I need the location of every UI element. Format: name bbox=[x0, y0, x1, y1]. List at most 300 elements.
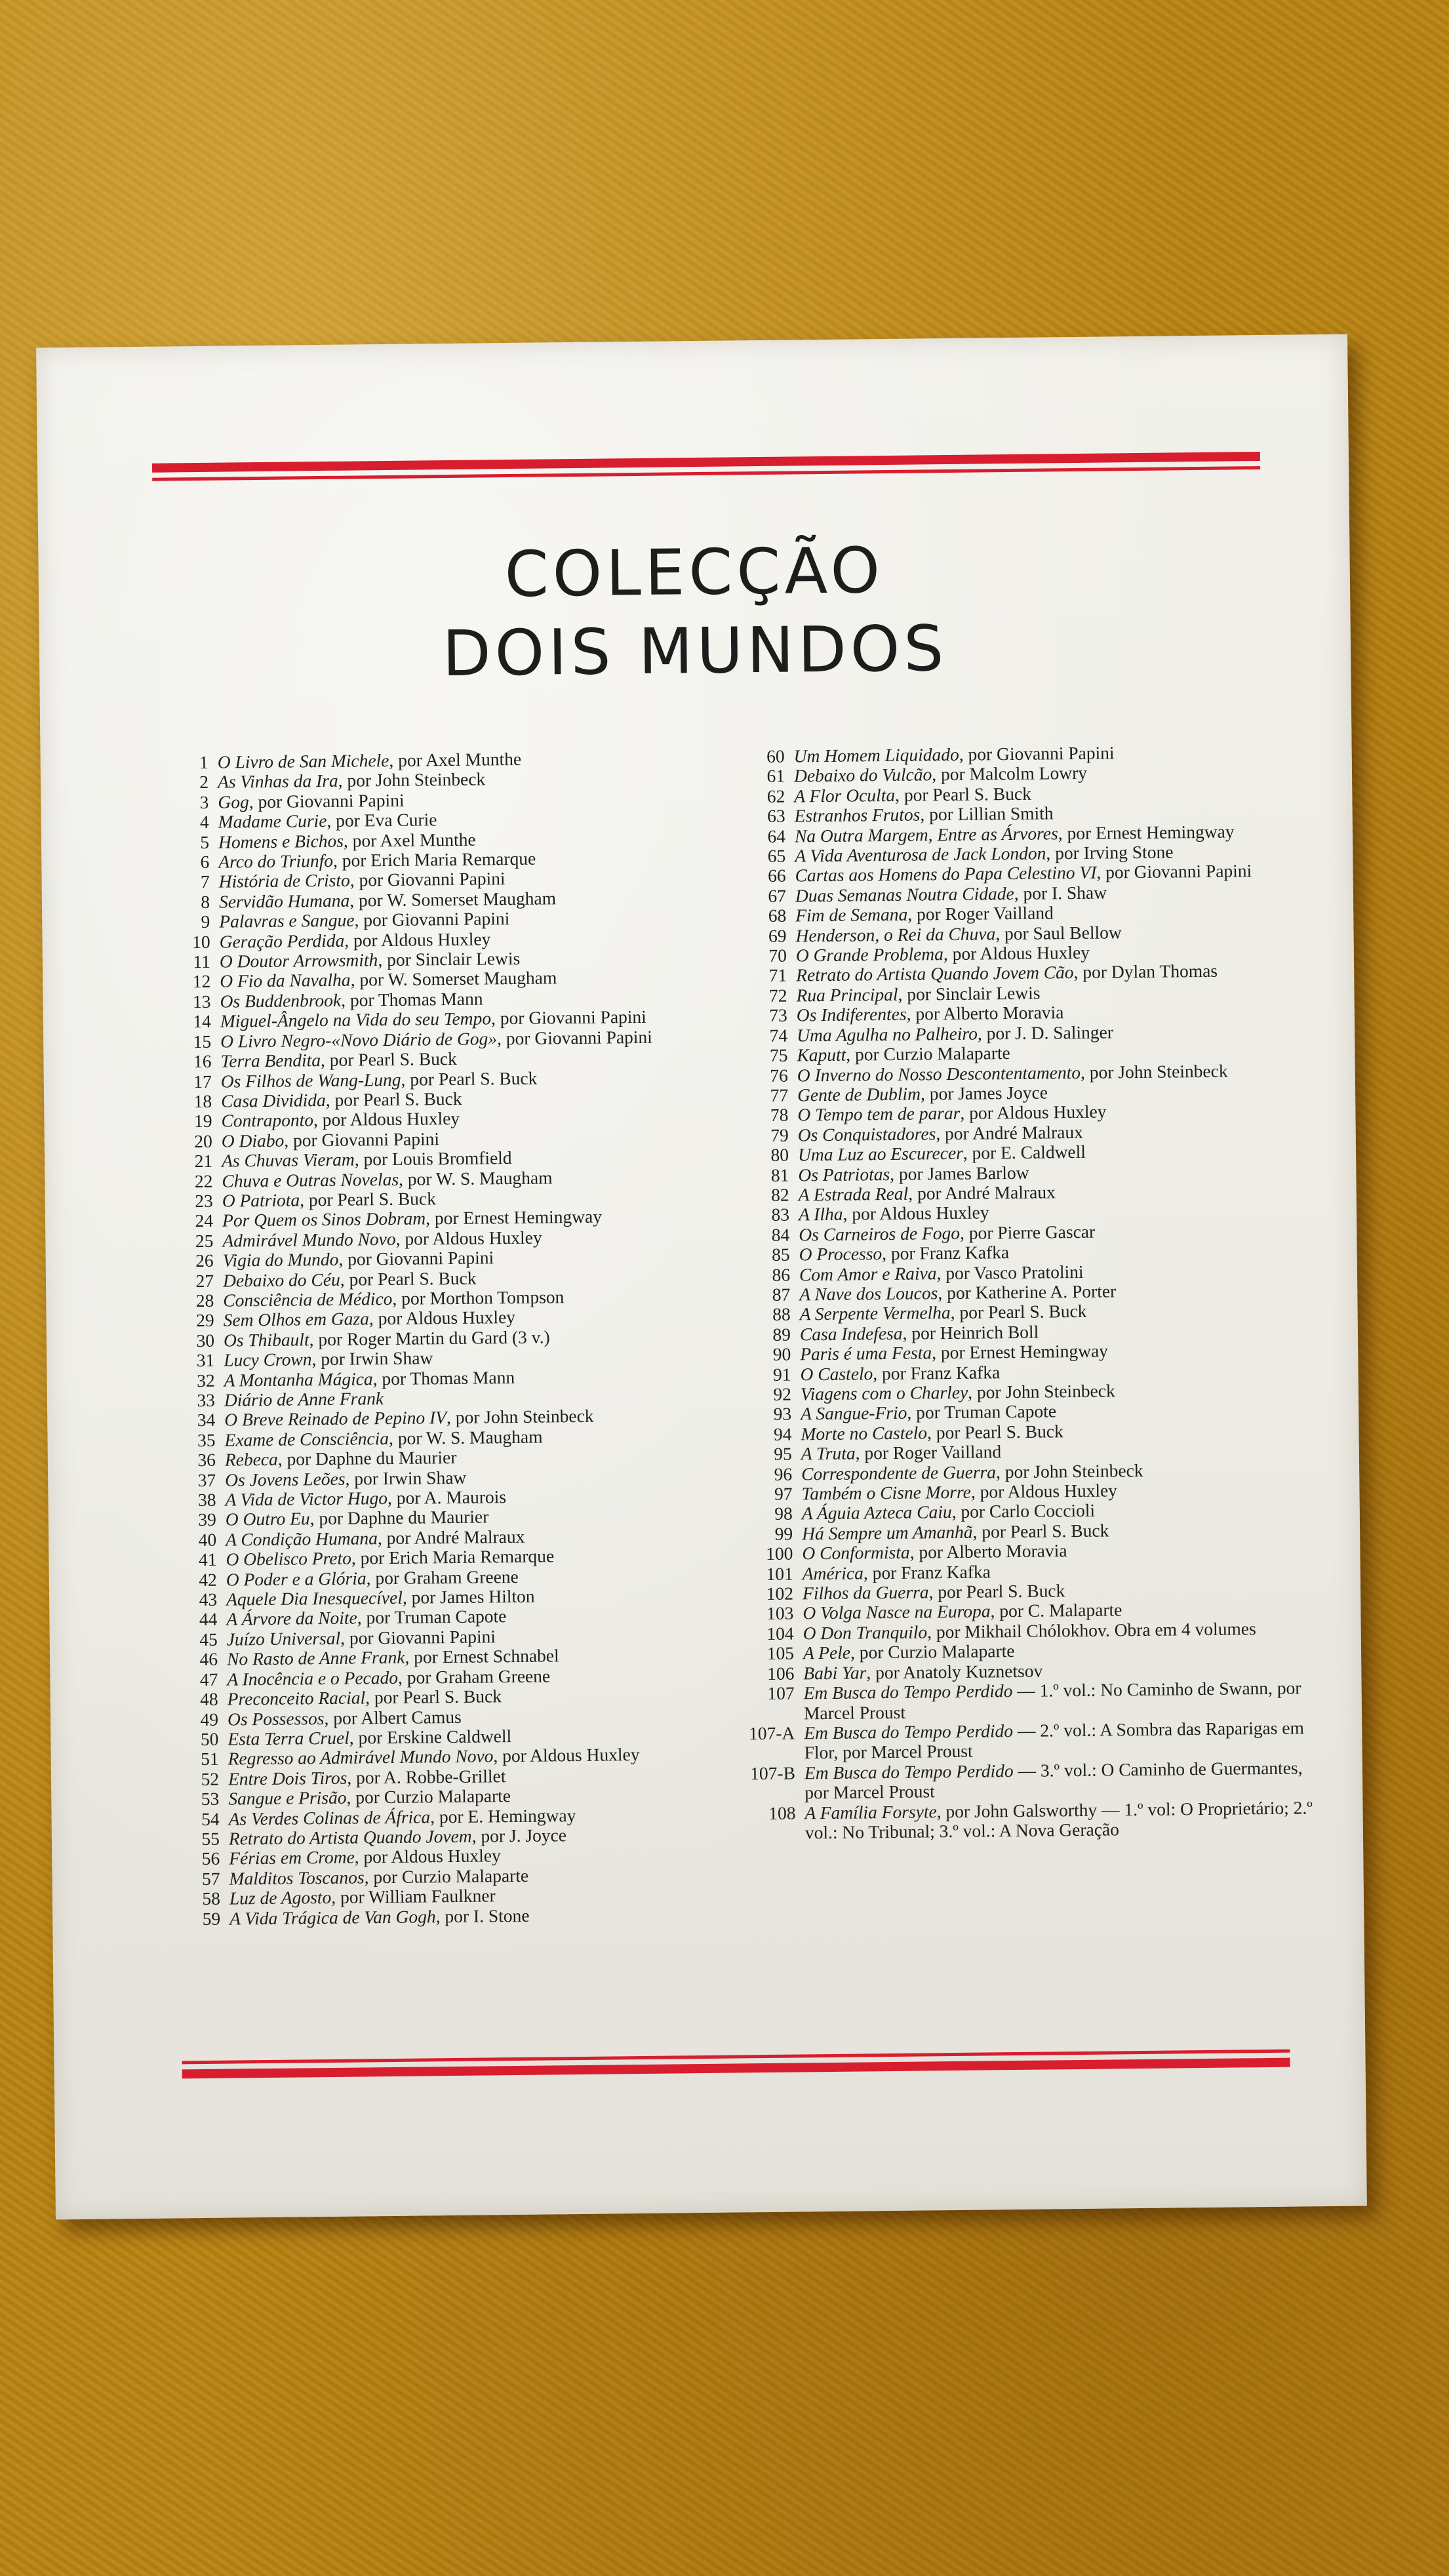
book-author: , por Pearl S. Buck bbox=[894, 783, 1032, 805]
entry-number: 11 bbox=[193, 951, 211, 972]
book-author: , por Pearl S. Buck bbox=[365, 1686, 502, 1708]
book-author: , por Aldous Huxley bbox=[395, 1227, 542, 1249]
book-title: Uma Agulha no Palheiro bbox=[796, 1023, 978, 1046]
book-title: Arco do Triunfo bbox=[218, 850, 334, 872]
entry-number: 98 bbox=[774, 1503, 793, 1524]
book-author: , por Giovanni Papini bbox=[354, 908, 510, 930]
book-author: , por Daphne du Maurier bbox=[309, 1506, 489, 1529]
book-author: , por Irwin Shaw bbox=[311, 1347, 433, 1370]
book-title: Sangue e Prisão bbox=[228, 1787, 347, 1809]
book-author: , por Franz Kafka bbox=[873, 1361, 1001, 1383]
entry-number: 4 bbox=[199, 812, 209, 833]
entry-number: 107 bbox=[767, 1682, 795, 1704]
book-title: Casa Indefesa bbox=[799, 1322, 903, 1345]
entry-number: 77 bbox=[770, 1084, 789, 1105]
entry-number: 12 bbox=[192, 971, 211, 992]
entry-number: 89 bbox=[772, 1324, 791, 1345]
entry-number: 57 bbox=[201, 1868, 220, 1889]
entry-number: 96 bbox=[774, 1463, 793, 1484]
entry-number: 10 bbox=[191, 931, 210, 952]
book-title: Em Busca do Tempo Perdido bbox=[803, 1680, 1013, 1703]
book-author: , por Dylan Thomas bbox=[1073, 961, 1218, 983]
entry-number: 95 bbox=[774, 1443, 792, 1465]
book-author: , por Louis Bromfield bbox=[354, 1147, 512, 1170]
book-title: Palavras e Sangue bbox=[219, 909, 355, 932]
book-title: Rua Principal bbox=[796, 983, 898, 1006]
entry-number: 13 bbox=[192, 991, 211, 1012]
book-author: , por Vasco Pratolini bbox=[936, 1261, 1084, 1283]
bottom-red-rule bbox=[182, 2050, 1290, 2079]
book-author: , por Pearl S. Buck bbox=[299, 1188, 437, 1210]
book-title: Os Conquistadores bbox=[797, 1122, 936, 1145]
book-title: Admirável Mundo Novo bbox=[222, 1228, 396, 1251]
book-author: , por Aldous Huxley bbox=[843, 1202, 989, 1225]
book-author: , por Pearl S. Buck bbox=[950, 1301, 1087, 1323]
book-author: , por Alberto Moravia bbox=[909, 1540, 1067, 1562]
book-title: Cartas aos Homens do Papa Celestino VI bbox=[795, 862, 1097, 886]
book-author: , por Erskine Caldwell bbox=[349, 1725, 512, 1748]
book-back-cover bbox=[36, 334, 1367, 2220]
entry-number: 7 bbox=[200, 871, 210, 892]
book-author: , por Pierre Gascar bbox=[959, 1221, 1096, 1243]
book-author: , por Ernest Hemingway bbox=[1058, 821, 1235, 843]
entry-number: 27 bbox=[195, 1270, 214, 1291]
book-author: , por Ernest Hemingway bbox=[426, 1206, 603, 1229]
book-author: , por Roger Vailland bbox=[855, 1441, 1002, 1463]
book-title: Debaixo do Vulcão bbox=[793, 764, 932, 786]
book-title: Chuva e Outras Novelas bbox=[222, 1168, 399, 1191]
book-title: Terra Bendita bbox=[220, 1050, 321, 1071]
book-author: , por Curzio Malaparte bbox=[850, 1640, 1015, 1663]
entry-number: 63 bbox=[766, 805, 785, 827]
entry-number: 92 bbox=[773, 1383, 792, 1404]
entry-number: 80 bbox=[770, 1144, 789, 1166]
book-author: , por C. Malaparte bbox=[990, 1599, 1122, 1621]
entry-number: 32 bbox=[196, 1370, 215, 1391]
book-author: , por Lillian Smith bbox=[920, 803, 1054, 825]
book-title: A Montanha Mágica bbox=[224, 1368, 373, 1391]
entry-number: 104 bbox=[766, 1623, 794, 1644]
entry-number: 81 bbox=[770, 1164, 789, 1185]
book-title: Malditos Toscanos bbox=[229, 1867, 365, 1889]
book-title: Os Indiferentes bbox=[796, 1003, 907, 1025]
book-author: , por A. Robbe-Grillet bbox=[347, 1765, 506, 1788]
book-title: A Flor Oculta bbox=[794, 784, 896, 806]
book-author: , por Morthon Tompson bbox=[392, 1286, 565, 1309]
book-title: O Fio da Navalha bbox=[220, 970, 351, 992]
book-author: , por Sinclair Lewis bbox=[378, 947, 521, 970]
book-author: , por John Steinbeck bbox=[1080, 1060, 1228, 1082]
book-title: Por Quem os Sinos Dobram bbox=[222, 1208, 426, 1231]
book-title: Henderson, o Rei da Chuva bbox=[795, 922, 996, 946]
entry-number: 78 bbox=[770, 1104, 789, 1126]
book-author: , por James Joyce bbox=[920, 1082, 1048, 1104]
book-author: , por Truman Capote bbox=[907, 1400, 1057, 1423]
book-title: Juízo Universal bbox=[226, 1627, 341, 1650]
book-title: O Livro Negro-«Novo Diário de Gog» bbox=[220, 1027, 498, 1052]
book-title: A Vida de Victor Hugo bbox=[225, 1488, 388, 1510]
book-author: , por W. S. Maugham bbox=[388, 1426, 543, 1448]
entry-number: 99 bbox=[774, 1523, 793, 1544]
entry-number: 79 bbox=[770, 1124, 789, 1145]
entry-number: 41 bbox=[198, 1549, 217, 1570]
book-title: A Águia Azteca Caiu bbox=[801, 1501, 952, 1524]
entry-number: 68 bbox=[768, 905, 787, 926]
book-author: , por J. Joyce bbox=[471, 1825, 567, 1846]
book-title: O Livro de San Michele bbox=[217, 749, 389, 772]
book-author: , por Axel Munthe bbox=[343, 829, 476, 851]
book-title: América bbox=[802, 1562, 864, 1584]
entry-number: 2 bbox=[199, 772, 209, 793]
entry-number: 30 bbox=[196, 1330, 215, 1351]
catalog-entry bbox=[723, 1798, 1314, 1844]
book-author: , por Mikhail Chólokhov. Obra em 4 volumes bbox=[927, 1618, 1256, 1642]
entry-number: 49 bbox=[200, 1709, 219, 1730]
entry-number: 54 bbox=[201, 1808, 220, 1829]
entry-number: 16 bbox=[193, 1050, 212, 1072]
book-title: Aquele Dia Inesquecível bbox=[226, 1587, 403, 1610]
entry-number: 101 bbox=[766, 1563, 793, 1584]
entry-number: 42 bbox=[199, 1569, 217, 1590]
book-title: Os Jovens Leões bbox=[225, 1468, 346, 1490]
book-title: O Outro Eu bbox=[225, 1508, 310, 1530]
entry-number: 55 bbox=[201, 1828, 220, 1849]
book-title: Paris é uma Festa bbox=[800, 1342, 932, 1364]
entry-number: 14 bbox=[193, 1011, 212, 1032]
book-title: A Estrada Real bbox=[798, 1183, 909, 1205]
book-title: A Condição Humana bbox=[225, 1528, 378, 1550]
entry-number: 107-B bbox=[750, 1762, 796, 1783]
book-author: , por Giovanni Papini bbox=[284, 1128, 440, 1151]
book-title: O Castelo bbox=[800, 1362, 873, 1385]
book-title: Morte no Castelo bbox=[801, 1422, 928, 1444]
book-title: Com Amor e Raiva bbox=[799, 1262, 937, 1285]
entry-number: 85 bbox=[771, 1244, 790, 1265]
book-title: O Grande Problema bbox=[795, 943, 944, 966]
entry-number: 88 bbox=[772, 1303, 791, 1325]
book-author: , por Ernest Hemingway bbox=[931, 1340, 1109, 1363]
book-author: , por W. Somerset Maugham bbox=[350, 967, 557, 991]
book-title: Sem Olhos em Gaza bbox=[223, 1308, 370, 1331]
book-author: , por Franz Kafka bbox=[882, 1242, 1010, 1264]
entry-number: 39 bbox=[198, 1509, 216, 1530]
entry-number: 72 bbox=[768, 985, 787, 1006]
entry-number: 9 bbox=[201, 911, 210, 932]
book-author: , por Roger Vailland bbox=[907, 902, 1054, 924]
book-title: Homens e Bichos bbox=[218, 830, 344, 852]
book-author: , por Eva Curie bbox=[327, 809, 437, 831]
book-title: Exame de Consciência bbox=[224, 1427, 389, 1450]
book-title: Os Possessos bbox=[227, 1707, 325, 1730]
book-title: Fim de Semana bbox=[795, 903, 908, 926]
entry-number: 97 bbox=[774, 1483, 793, 1504]
book-title: Estranhos Frutos bbox=[794, 804, 921, 826]
book-author: , por John Steinbeck bbox=[968, 1380, 1115, 1402]
book-title: Madame Curie bbox=[218, 810, 327, 832]
book-title: A Ilha bbox=[798, 1204, 843, 1225]
entry-number: 26 bbox=[195, 1250, 214, 1271]
entry-number: 73 bbox=[769, 1004, 787, 1026]
book-author: , por Daphne du Maurier bbox=[277, 1447, 457, 1469]
catalog-right-column bbox=[713, 741, 1314, 1844]
book-author: , por Pearl S. Buck bbox=[340, 1267, 477, 1290]
book-author: , por Aldous Huxley bbox=[368, 1307, 516, 1329]
entry-number: 90 bbox=[772, 1343, 791, 1365]
book-title: A Pele bbox=[803, 1642, 851, 1663]
collection-title-line1: COLECÇÃO bbox=[504, 534, 884, 612]
entry-number: 53 bbox=[201, 1788, 220, 1810]
book-author: , por Erich Maria Remarque bbox=[332, 848, 536, 871]
top-red-rule bbox=[152, 452, 1260, 481]
entry-number: 83 bbox=[771, 1204, 790, 1225]
entry-number: 17 bbox=[193, 1071, 212, 1092]
book-author: , por Albert Camus bbox=[324, 1706, 462, 1728]
book-title: O Tempo tem de parar bbox=[797, 1103, 961, 1125]
entry-number: 28 bbox=[195, 1290, 214, 1311]
entry-number: 75 bbox=[769, 1044, 788, 1065]
book-title: Geração Perdida bbox=[219, 930, 345, 952]
entry-number: 6 bbox=[200, 851, 210, 873]
book-title: Entre Dois Tiros bbox=[228, 1767, 347, 1789]
book-title: Gente de Dublim bbox=[797, 1083, 921, 1105]
book-title: Debaixo do Céu bbox=[222, 1269, 340, 1291]
book-author: , por Aldous Huxley bbox=[493, 1744, 640, 1766]
entry-number: 37 bbox=[197, 1469, 216, 1490]
catalog-entry bbox=[723, 1758, 1314, 1804]
entry-number: 38 bbox=[197, 1489, 216, 1511]
book-title: A Truta bbox=[801, 1442, 856, 1464]
book-title: As Chuvas Vieram bbox=[221, 1149, 355, 1171]
entry-number: 45 bbox=[199, 1629, 218, 1650]
entry-number: 105 bbox=[766, 1642, 795, 1664]
book-title: O Breve Reinado de Pepino IV bbox=[224, 1407, 447, 1431]
entry-number: 18 bbox=[193, 1090, 212, 1111]
entry-number: 23 bbox=[195, 1190, 213, 1212]
entry-number: 59 bbox=[202, 1908, 221, 1929]
book-title: Contraponto bbox=[221, 1109, 314, 1131]
book-title: As Verdes Colinas de África bbox=[228, 1806, 431, 1829]
catalog-entry bbox=[184, 1903, 761, 1930]
book-title: O Obelisco Preto bbox=[226, 1547, 352, 1570]
book-title: Regresso ao Admirável Mundo Novo bbox=[228, 1745, 494, 1769]
entry-number: 24 bbox=[195, 1210, 214, 1231]
book-title: O Conformista bbox=[802, 1541, 910, 1564]
book-author: , por Aldous Huxley bbox=[960, 1101, 1107, 1124]
entry-number: 76 bbox=[770, 1065, 788, 1086]
book-author: , por Pearl S. Buck bbox=[320, 1048, 457, 1071]
entry-number: 33 bbox=[197, 1389, 216, 1411]
entry-number: 87 bbox=[772, 1284, 791, 1305]
entry-number: 65 bbox=[767, 845, 786, 866]
collection-title-line2: DOIS MUNDOS bbox=[442, 612, 948, 691]
entry-number: 46 bbox=[199, 1649, 218, 1670]
entry-number: 21 bbox=[194, 1150, 213, 1172]
book-title: Os Buddenbrook bbox=[220, 989, 342, 1012]
catalog-entry bbox=[723, 1718, 1313, 1764]
book-author: , por Roger Martin du Gard (3 v.) bbox=[309, 1326, 550, 1350]
book-title: Viagens com o Charley bbox=[800, 1381, 968, 1404]
book-author: , por Aldous Huxley bbox=[970, 1480, 1118, 1502]
book-title: Servidão Humana bbox=[218, 890, 350, 912]
book-author: — 1.º vol.: No Caminho de Swann, por Marcel Proust bbox=[803, 1677, 1301, 1723]
book-title: A Árvore da Noite bbox=[226, 1607, 357, 1630]
book-title: O Processo bbox=[799, 1243, 883, 1265]
book-author: , por Giovanni Papini bbox=[340, 1626, 496, 1648]
entry-number: 70 bbox=[768, 945, 787, 966]
book-title: A Serpente Vermelha bbox=[799, 1302, 951, 1324]
book-author: , por E. Hemingway bbox=[429, 1804, 576, 1827]
book-title: Casa Dividida bbox=[220, 1089, 326, 1111]
book-title: No Rasto de Anne Frank bbox=[226, 1647, 405, 1669]
entry-number: 34 bbox=[197, 1410, 216, 1431]
book-title: Um Homem Liquidado bbox=[793, 743, 959, 766]
entry-number: 20 bbox=[194, 1130, 212, 1151]
catalog-entry bbox=[723, 1678, 1313, 1724]
book-title: Na Outra Margem, Entre as Árvores bbox=[794, 822, 1058, 846]
book-title: A Inocência e o Pecado bbox=[227, 1667, 399, 1690]
book-author: , por J. D. Salinger bbox=[977, 1021, 1114, 1044]
book-title: Diário de Anne Frank bbox=[224, 1388, 384, 1410]
book-title: O Doutor Arrowsmith bbox=[219, 949, 378, 972]
book-author: , por W. Somerset Maugham bbox=[349, 888, 557, 911]
book-author: , por Anatoly Kuznetsov bbox=[866, 1660, 1043, 1683]
book-title: Rebeca bbox=[224, 1449, 278, 1470]
book-author: , por Curzio Malaparte bbox=[346, 1785, 511, 1808]
book-title: Férias em Crome bbox=[229, 1846, 355, 1869]
entry-number: 47 bbox=[199, 1669, 218, 1690]
book-author: , por Truman Capote bbox=[357, 1606, 507, 1628]
entry-number: 84 bbox=[771, 1224, 790, 1245]
book-title: Os Filhos de Wang-Lung bbox=[220, 1069, 401, 1092]
book-author: , por Graham Greene bbox=[397, 1665, 551, 1688]
entry-number: 67 bbox=[768, 885, 787, 906]
book-author: , por Thomas Mann bbox=[340, 988, 483, 1010]
book-title: O Volga Nasce na Europa bbox=[803, 1600, 991, 1623]
book-title: Retrato do Artista Quando Jovem bbox=[228, 1825, 472, 1849]
book-title: O Diabo bbox=[221, 1130, 285, 1151]
entry-number: 71 bbox=[768, 965, 787, 986]
entry-number: 5 bbox=[200, 831, 210, 852]
entry-number: 91 bbox=[772, 1364, 791, 1385]
book-title: Esta Terra Cruel bbox=[228, 1727, 349, 1749]
entry-number: 58 bbox=[202, 1888, 221, 1909]
entry-number: 48 bbox=[200, 1688, 218, 1710]
book-title: O Poder e a Glória bbox=[226, 1568, 367, 1590]
book-author: , por Pearl S. Buck bbox=[325, 1088, 462, 1110]
book-author: , por Pearl S. Buck bbox=[926, 1421, 1063, 1443]
book-title: Gog bbox=[218, 791, 249, 812]
book-title: Vigia do Mundo bbox=[222, 1248, 339, 1271]
book-author: , por Curzio Malaparte bbox=[364, 1865, 529, 1888]
book-author: , por Pearl S. Buck bbox=[401, 1067, 538, 1090]
book-title: Os Patriotas bbox=[798, 1163, 890, 1185]
book-author: , por I. Shaw bbox=[1014, 882, 1107, 903]
book-author: , por Pearl S. Buck bbox=[972, 1520, 1109, 1542]
book-author: , por I. Stone bbox=[435, 1905, 530, 1926]
entry-number: 106 bbox=[766, 1663, 795, 1684]
book-title: Luz de Agosto bbox=[229, 1887, 332, 1909]
book-author: , por William Faulkner bbox=[331, 1885, 496, 1908]
entry-number: 8 bbox=[201, 891, 210, 912]
entry-number: 107-A bbox=[748, 1722, 795, 1744]
entry-number: 44 bbox=[199, 1609, 218, 1630]
entry-number: 102 bbox=[766, 1583, 794, 1604]
book-title: Babi Yar bbox=[803, 1662, 867, 1684]
book-author: , por Curzio Malaparte bbox=[846, 1042, 1010, 1065]
catalog-left-column bbox=[172, 747, 761, 1929]
book-author: , por Giovanni Papini bbox=[959, 742, 1115, 764]
book-author: , por Sinclair Lewis bbox=[898, 982, 1041, 1004]
book-author: , por Franz Kafka bbox=[863, 1561, 991, 1583]
book-author: , por Carlo Coccioli bbox=[951, 1500, 1096, 1522]
book-author: , por André Malraux bbox=[908, 1181, 1056, 1204]
entry-number: 51 bbox=[200, 1749, 219, 1770]
book-title: Filhos da Guerra bbox=[802, 1581, 929, 1604]
book-title: O Don Tranquilo bbox=[803, 1621, 928, 1644]
book-title: Em Busca do Tempo Perdido bbox=[804, 1720, 1014, 1743]
book-author: , por Giovanni Papini bbox=[248, 789, 405, 812]
book-title: O Inverno do Nosso Descontentamento bbox=[797, 1061, 1081, 1085]
book-title: Em Busca do Tempo Perdido bbox=[804, 1760, 1014, 1783]
entry-number: 61 bbox=[766, 766, 785, 787]
book-title: A Família Forsyte bbox=[804, 1800, 937, 1823]
book-author: , por Katherine A. Porter bbox=[938, 1280, 1117, 1303]
book-author: , por Aldous Huxley bbox=[313, 1108, 460, 1130]
book-author: , por Giovanni Papini bbox=[490, 1006, 647, 1029]
entry-number: 62 bbox=[766, 785, 785, 806]
entry-number: 93 bbox=[773, 1403, 792, 1425]
book-author: , por Giovanni Papini bbox=[349, 868, 506, 891]
entry-number: 50 bbox=[200, 1728, 219, 1749]
book-author: , por Graham Greene bbox=[366, 1566, 519, 1589]
book-author: , por Erich Maria Remarque bbox=[351, 1545, 555, 1568]
book-author: , por John Galsworthy — 1.º vol: O Proprietário; 2.º vol.: No Tribunal; 3.º vol.: A Nova Geração bbox=[804, 1796, 1313, 1843]
entry-number: 19 bbox=[193, 1111, 212, 1132]
entry-number: 40 bbox=[198, 1529, 217, 1550]
book-author: , por Aldous Huxley bbox=[354, 1845, 501, 1867]
book-author: , por Irving Stone bbox=[1046, 841, 1174, 863]
book-title: Consciência de Médico bbox=[223, 1288, 393, 1311]
entry-number: 43 bbox=[199, 1589, 218, 1610]
entry-number: 1 bbox=[199, 751, 208, 772]
entry-number: 36 bbox=[197, 1449, 216, 1471]
entry-number: 108 bbox=[768, 1802, 796, 1823]
entry-number: 60 bbox=[766, 745, 785, 766]
book-title: Correspondente de Guerra bbox=[801, 1461, 997, 1484]
book-author: , por James Hilton bbox=[402, 1585, 535, 1608]
book-author: , por Giovanni Papini bbox=[1096, 860, 1252, 883]
book-author: , por E. Caldwell bbox=[963, 1141, 1086, 1163]
book-author: , por Saul Bellow bbox=[995, 921, 1122, 943]
book-title: A Vida Aventurosa de Jack London bbox=[795, 842, 1046, 866]
book-author: — 2.º vol.: A Sombra das Raparigas em Flor, por Marcel Proust bbox=[804, 1717, 1305, 1763]
book-author: , por André Malraux bbox=[936, 1121, 1084, 1143]
book-author: , por Heinrich Boll bbox=[902, 1321, 1039, 1343]
entry-number: 25 bbox=[195, 1230, 214, 1251]
book-author: , por Axel Munthe bbox=[389, 748, 522, 770]
entry-number: 86 bbox=[772, 1264, 791, 1285]
entry-number: 103 bbox=[766, 1603, 794, 1624]
entry-number: 66 bbox=[767, 865, 786, 886]
book-title: Os Carneiros de Fogo bbox=[799, 1222, 961, 1245]
book-title: História de Cristo bbox=[218, 870, 350, 892]
entry-number: 56 bbox=[201, 1848, 220, 1869]
book-author: , por Malcolm Lowry bbox=[932, 763, 1088, 785]
entry-number: 52 bbox=[201, 1768, 220, 1789]
entry-number: 22 bbox=[194, 1170, 213, 1191]
book-title: Preconceito Racial bbox=[227, 1687, 366, 1709]
book-author: , por Giovanni Papini bbox=[338, 1247, 494, 1269]
